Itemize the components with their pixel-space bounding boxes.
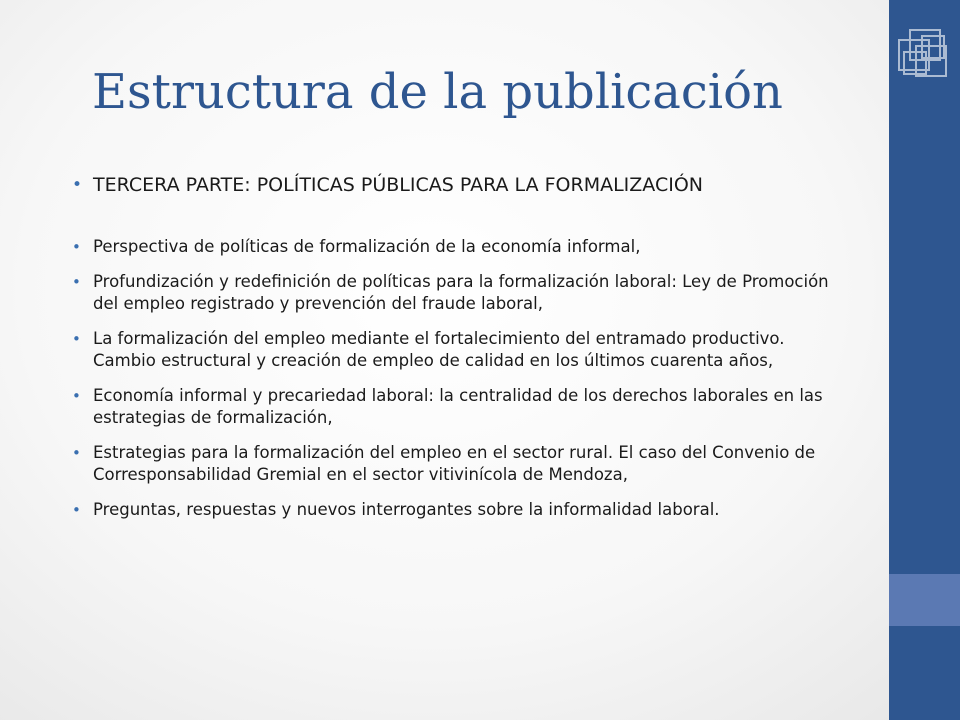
slide-title: Estructura de la publicación (92, 64, 783, 120)
list-item-text: Perspectiva de políticas de formalización de la economía informal, (93, 237, 641, 256)
section-heading-text: TERCERA PARTE: POLÍTICAS PÚBLICAS PARA LA FORMALIZACIÓN (93, 174, 703, 196)
bullet-icon: • (72, 330, 81, 348)
overlapping-squares-icon (896, 24, 952, 88)
list-item (72, 236, 842, 258)
list-item-text: Economía informal y precariedad laboral: la centralidad de los derechos laborales en las estrategias de formalización, (93, 386, 823, 427)
section-heading (72, 172, 842, 198)
bullet-icon: • (72, 444, 81, 462)
side-bar-accent (889, 574, 960, 626)
list-item-text: Profundización y redefinición de políticas para la formalización laboral: Ley de Promoción del empleo registrado y prevención del fraude laboral, (93, 272, 829, 313)
bullet-icon: • (72, 238, 81, 256)
bullet-icon: • (72, 273, 81, 291)
bullet-icon: • (72, 387, 81, 405)
list-item (72, 442, 842, 486)
list-item (72, 499, 842, 521)
list-item (72, 271, 842, 315)
list-item (72, 385, 842, 429)
bullet-icon: • (72, 175, 83, 195)
bullet-icon: • (72, 501, 81, 519)
list-item-text: La formalización del empleo mediante el fortalecimiento del entramado productivo. Cambio estructural y creación de empleo de calidad en los últimos cuarenta años, (93, 329, 785, 370)
list-item-text: Preguntas, respuestas y nuevos interrogantes sobre la informalidad laboral. (93, 500, 720, 519)
list-item-text: Estrategias para la formalización del empleo en el sector rural. El caso del Convenio de Corresponsabilidad Gremial en el sector vitivinícola de Mendoza, (93, 443, 816, 484)
bullet-list (72, 172, 842, 534)
list-item (72, 328, 842, 372)
